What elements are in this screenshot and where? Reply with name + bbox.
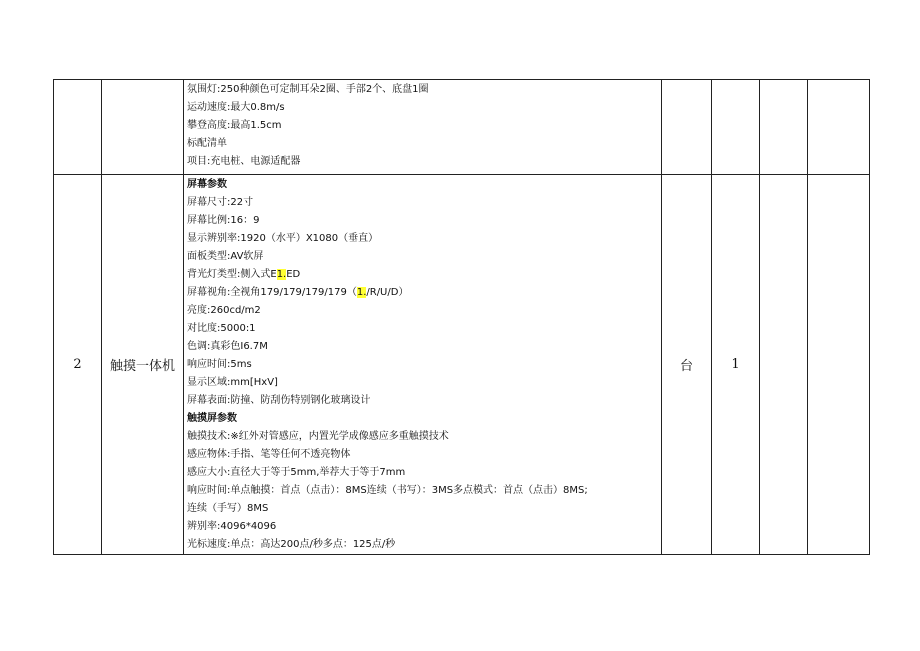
- spec-line: 感应大小:直径大于等于5mm,举荐大于等于7mm: [187, 467, 406, 478]
- unit-cell: 台: [662, 175, 712, 555]
- spec-line: 项目:充电桩、电源适配器: [187, 156, 301, 167]
- spec-line: 光标速度:单点：高达200点/秒多点：125点/秒: [187, 539, 396, 550]
- spec-line: 氛围灯:250种颜色可定制耳朵2圈、手部2个、底盘1圈: [187, 84, 429, 95]
- table-row: [54, 80, 870, 175]
- spec-line: 背光灯类型:侧入式E1.ED: [187, 269, 301, 280]
- blank-cell: [808, 80, 870, 175]
- spec-line: 攀登高度:最高1.5cm: [187, 120, 282, 131]
- qty-cell: [712, 80, 760, 175]
- spec-line: 显示辨别率:1920（水平）X1080（垂直）: [187, 233, 379, 244]
- spec-line: 屏幕尺寸:22寸: [187, 197, 254, 208]
- spec-line: 屏幕参数: [187, 179, 227, 190]
- spec-line: 面板类型:AV软屏: [187, 251, 264, 262]
- spec-table: [53, 79, 870, 555]
- spec-line: 感应物体:手指、笔等任何不透亮物体: [187, 449, 351, 460]
- index-cell: 2: [54, 175, 102, 555]
- blank-cell: [760, 80, 808, 175]
- name-cell: [102, 80, 184, 175]
- spec-line: 响应时间:5ms: [187, 359, 252, 370]
- spec-line: 屏幕表面:防撞、防刮伤特别钢化玻璃设计: [187, 395, 371, 406]
- spec-line: 标配清单: [187, 138, 227, 149]
- index-cell: [54, 80, 102, 175]
- name-cell: 触摸一体机: [102, 175, 184, 555]
- spec-line: 屏幕视角:全视角179/179/179/179（1./R/U/D）: [187, 287, 409, 298]
- spec-line: 显示区域:mm[HxV]: [187, 377, 278, 388]
- blank-cell: [760, 175, 808, 555]
- spec-line: 运动速度:最大0.8m/s: [187, 102, 285, 113]
- description-cell: [184, 175, 662, 555]
- description-lines: [184, 175, 661, 554]
- spec-line: 连续（手写）8MS: [187, 503, 269, 514]
- spec-line: 色调:真彩色I6.7M: [187, 341, 268, 352]
- description-lines: [184, 80, 661, 171]
- blank-cell: [808, 175, 870, 555]
- spec-line: 触摸技术:※红外对管感应，内置光学成像感应多重触摸技术: [187, 431, 449, 442]
- spec-line: 屏幕比例:16：9: [187, 215, 260, 226]
- spec-line: 触摸屏参数: [187, 413, 237, 424]
- qty-cell: 1: [712, 175, 760, 555]
- spec-line: 对比度:5000:1: [187, 323, 256, 334]
- description-cell: [184, 80, 662, 175]
- table-row: [54, 175, 870, 555]
- spec-line: 响应时间:单点触摸：首点（点击）：8MS连续（书写）：3MS多点模式：首点（点击）8MS;: [187, 485, 588, 496]
- spec-line: 亮度:260cd/m2: [187, 305, 261, 316]
- spec-line: 辨别率:4096*4096: [187, 521, 277, 532]
- unit-cell: [662, 80, 712, 175]
